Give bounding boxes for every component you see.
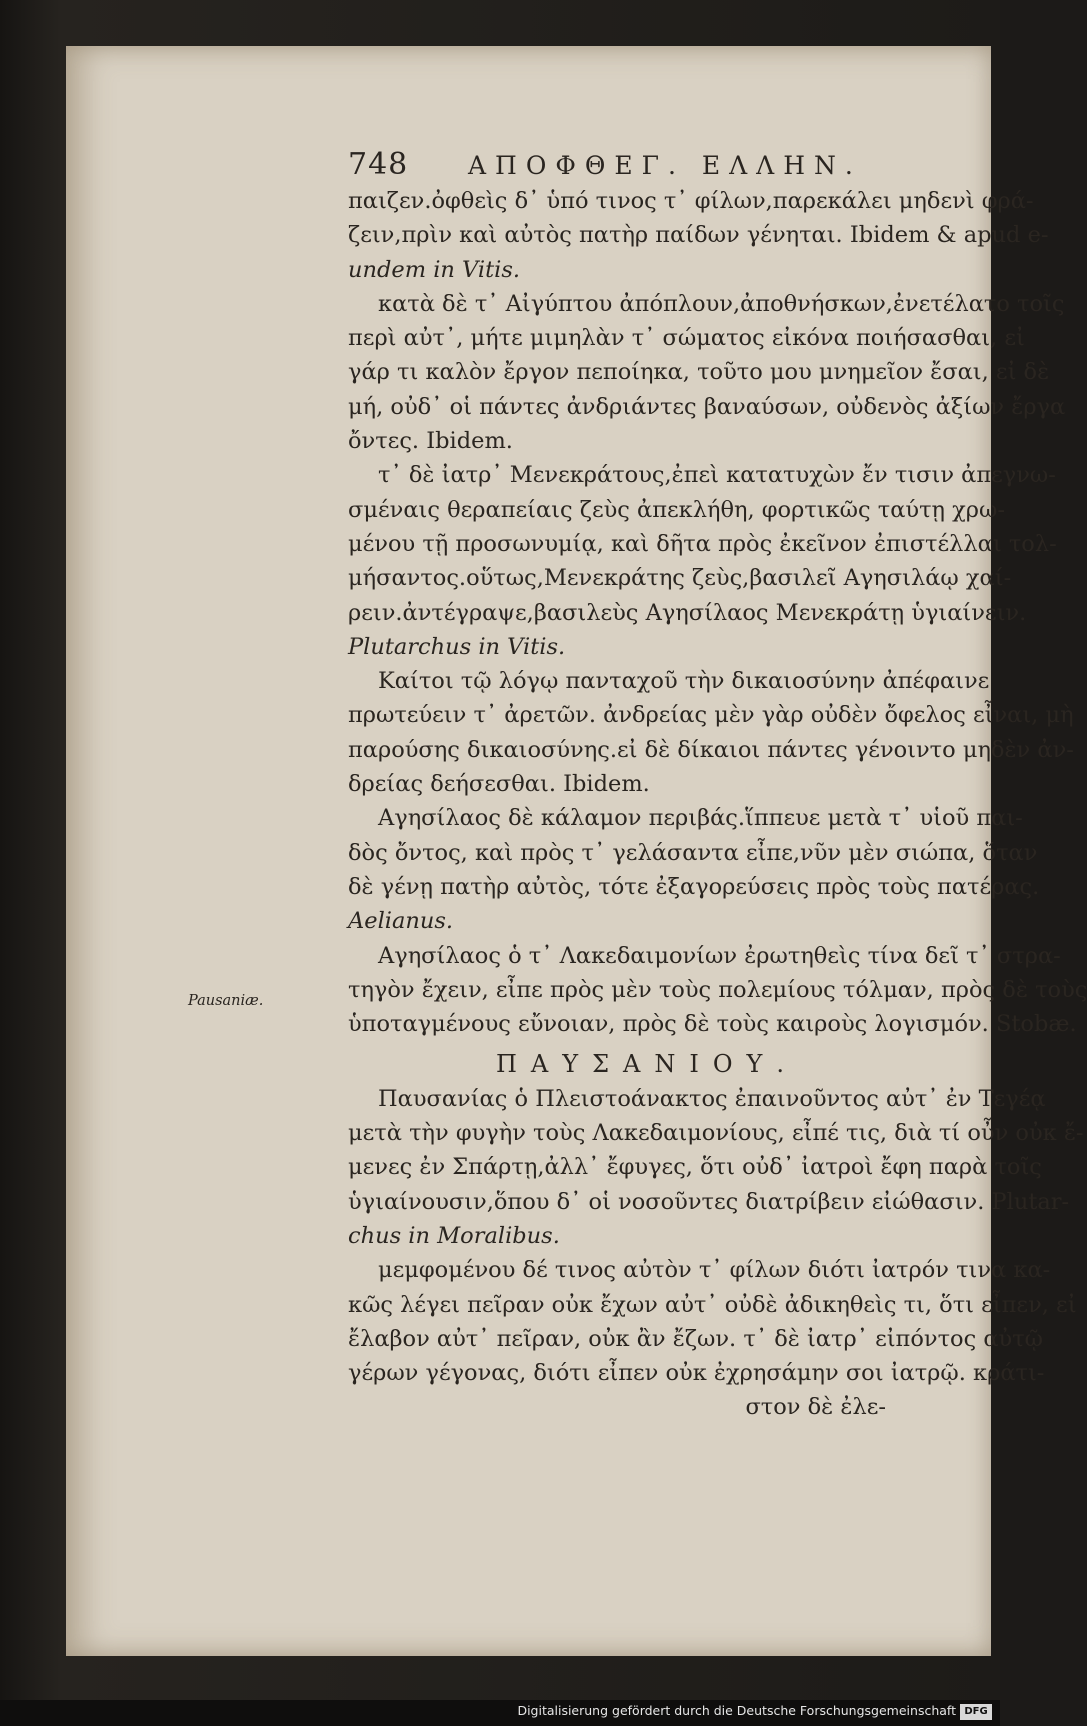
text-line: Αγησίλαος ὁ τ᾿ Λακεδαιμονίων ἐρωτηθεὶς τίνα δεῖ τ᾿ στρα-	[378, 942, 1061, 969]
text-line: κατὰ δὲ τ᾿ Αἰγύπτου ἀπόπλουν,ἀποθνήσκων,ἐνετέλατο τοῖς	[378, 290, 1065, 317]
text-line: Καίτοι τῷ λόγῳ πανταχοῦ τὴν δικαιοσύνην ἀπέφαινε	[378, 668, 990, 695]
text-line: μεμφομένου δέ τινος αὐτὸν τ᾿ φίλων διότι ἰατρόν τινα κα-	[378, 1257, 1051, 1284]
text-line: undem in Vitis.	[348, 256, 521, 283]
text-line: Αγησίλαος δὲ κάλαμον περιβάς.ἵππευε μετὰ τ᾿ υἱοῦ παι-	[378, 805, 1023, 832]
text-line: ρειν.ἀντέγραψε,βασιλεὺς Αγησίλαος Μενεκράτῃ ὑγιαίνειν.	[348, 599, 1027, 626]
text-body	[348, 184, 1087, 1425]
margin-note: Pausaniæ.	[188, 993, 264, 1009]
text-line: κῶς λέγει πεῖραν οὐκ ἔχων αὐτ᾿ οὐδὲ ἀδικηθεὶς τι, ὅτι εἶπεν, εἰ	[348, 1291, 1077, 1318]
text-line: σμέναις θεραπείαις ζεὺς ἀπεκλήθη, φορτικῶς ταύτῃ χρω-	[348, 496, 1005, 523]
text-line: Παυσανίας ὁ Πλειστοάνακτος ἐπαινοῦντος αὐτ᾿ ἐν Τεγέᾳ	[378, 1085, 1046, 1112]
dfg-logo: DFG	[960, 1704, 992, 1720]
catchword: στον δὲ ἐλε-	[745, 1394, 886, 1421]
folio-number: 748	[348, 147, 409, 182]
text-line: γέρων γέγονας, διότι εἶπεν οὐκ ἐχρησάμην σοι ἰατρῷ. κράτι-	[348, 1360, 1045, 1387]
text-line: δὲ γένῃ πατὴρ αὐτὸς, τότε ἐξαγορεύσεις πρὸς τοὺς πατέρας.	[348, 873, 1040, 900]
running-head: ΑΠΟΦΘΕΓ. ΕΛΛΗΝ.	[468, 151, 862, 180]
text-line: μή, οὐδ᾿ οἱ πάντες ἀνδριάντες βαναύσων, οὐδενὸς ἀξίων ἔργα	[348, 393, 1066, 420]
text-line: δὸς ὄντος, καὶ πρὸς τ᾿ γελάσαντα εἶπε,νῦν μὲν σιώπα, ὅταν	[348, 839, 1038, 866]
page-header	[348, 147, 928, 181]
text-line: παιζεν.ὀφθεὶς δ᾿ ὑπό τινος τ᾿ φίλων,παρεκάλει μηδενὶ φρά-	[348, 188, 1034, 214]
text-line: μήσαντος.οὕτως,Μενεκράτης ζεὺς,βασιλεῖ Αγησιλάῳ χαί-	[348, 565, 1012, 592]
section-title: ΠΑΥΣΑΝΙΟΥ.	[495, 1050, 799, 1079]
text-line: δρείας δεήσεσθαι. Ibidem.	[348, 771, 650, 798]
text-line: μενες ἐν Σπάρτῃ,ἀλλ᾿ ἔφυγες, ὅτι οὐδ᾿ ἰατροὶ ἔφη παρὰ τοῖς	[348, 1154, 1042, 1181]
text-line: μετὰ τὴν φυγὴν τοὺς Λακεδαιμονίους, εἶπέ τις, διὰ τί οὖν οὐκ ἔ-	[348, 1120, 1084, 1147]
text-line: μένου τῇ προσωνυμίᾳ, καὶ δῆτα πρὸς ἐκεῖνον ἐπιστέλλαι τολ-	[348, 530, 1057, 557]
text-line: γάρ τι καλὸν ἔργον πεποίηκα, τοῦτο μου μνημεῖον ἔσαι, εἰ δὲ	[348, 359, 1050, 386]
text-line: ὄντες. Ibidem.	[348, 428, 513, 455]
text-line: πρωτεύειν τ᾿ ἀρετῶν. ἀνδρείας μὲν γὰρ οὐδὲν ὄφελος εἶναι, μὴ	[348, 702, 1074, 729]
text-line: Plutarchus in Vitis.	[348, 633, 566, 660]
text-line: τηγὸν ἔχειν, εἶπε πρὸς μὲν τοὺς πολεμίους τόλμαν, πρὸς δὲ τοὺς	[348, 976, 1087, 1003]
footer-credit: Digitalisierung gefördert durch die Deutsche Forschungsgemeinschaft	[517, 1703, 956, 1718]
text-line: ὑποταγμένους εὔνοιαν, πρὸς δὲ τοὺς καιροὺς λογισμόν. Stobæ.	[348, 1011, 1077, 1038]
text-line: περὶ αὐτ᾿, μήτε μιμηλὰν τ᾿ σώματος εἰκόνα ποιήσασθαι, εἰ	[348, 325, 1025, 352]
text-line: ζειν,πρὶν καὶ αὐτὸς πατὴρ παίδων γένηται. Ibidem & apud e-	[348, 222, 1049, 249]
text-line: παρούσης δικαιοσύνης.εἰ δὲ δίκαιοι πάντες γένοιντο μηδὲν ἀν-	[348, 736, 1074, 763]
text-line: ἔλαβον αὐτ᾿ πεῖραν, οὐκ ἂν ἔζων. τ᾿ δὲ ἰατρ᾿ εἰπόντος αὐτῷ	[348, 1325, 1043, 1352]
text-line: Aelianus.	[348, 908, 454, 935]
text-line: chus in Moralibus.	[348, 1222, 560, 1249]
text-line: ὑγιαίνουσιν,ὅπου δ᾿ οἱ νοσοῦντες διατρίβειν εἰώθασιν. Plutar-	[348, 1188, 1070, 1215]
text-line: τ᾿ δὲ ἰατρ᾿ Μενεκράτους,ἐπεὶ κατατυχὼν ἔν τισιν ἀπεγνω-	[378, 462, 1056, 489]
